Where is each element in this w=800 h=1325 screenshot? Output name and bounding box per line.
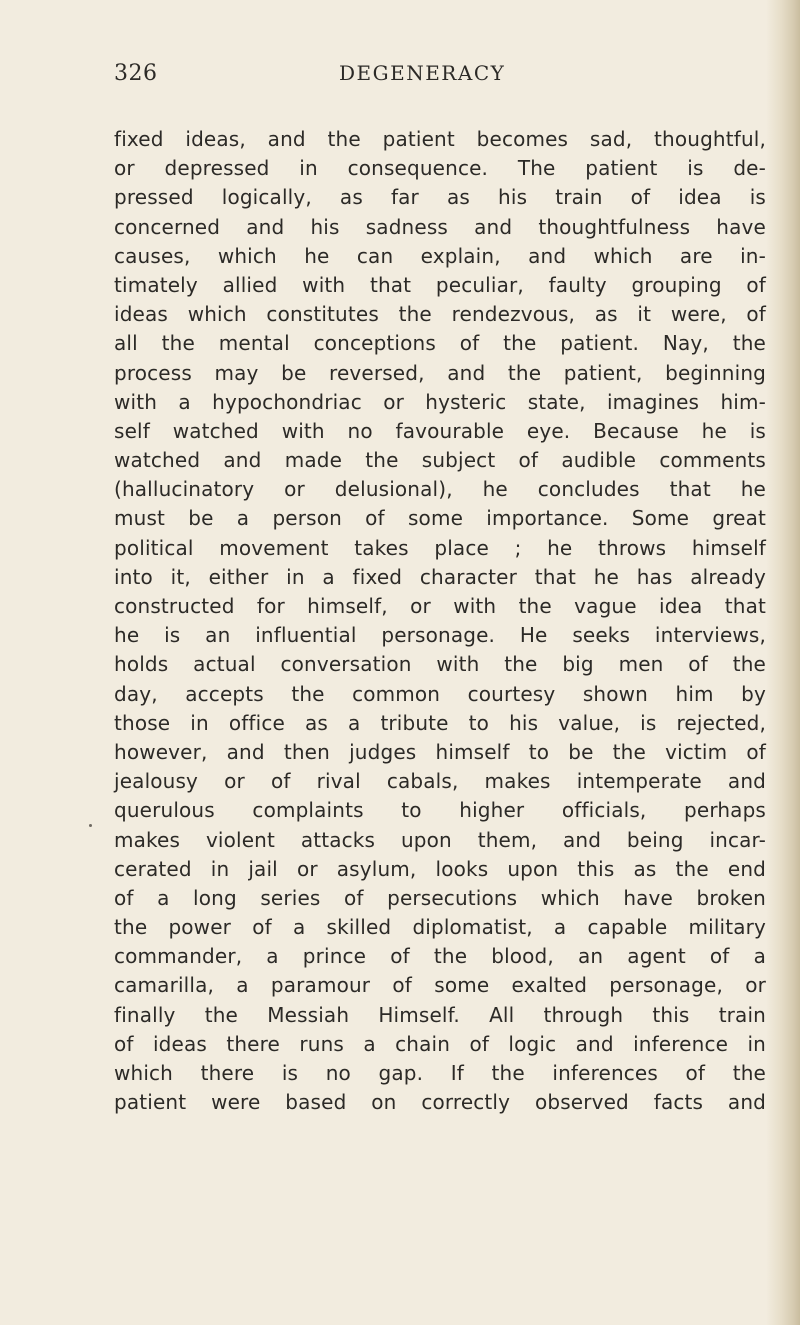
text-line: commander, a prince of the blood, an agent of a (114, 944, 766, 969)
text-line: of a long series of persecutions which have broken (114, 885, 766, 910)
text-line: finally the Messiah Himself. All through this train (114, 1002, 766, 1027)
text-line: which there is no gap. If the inferences of the (114, 1061, 766, 1085)
text-line: camarilla, a paramour of some exalted personage, or (114, 973, 766, 998)
text-line: must be a person of some importance. Some great (114, 506, 766, 531)
text-line: self watched with no favourable eye. Because he is (114, 418, 766, 443)
text-line: watched and made the subject of audible comments (114, 448, 766, 473)
ink-speck (89, 824, 92, 827)
text-line: constructed for himself, or with the vague idea that (114, 594, 766, 618)
body-text (114, 125, 766, 1117)
text-line: process may be reversed, and the patient, beginning (114, 360, 766, 385)
text-line: cerated in jail or asylum, looks upon this as the end (114, 856, 766, 881)
page-header (114, 61, 764, 91)
text-line: jealousy or of rival cabals, makes intemperate and (114, 769, 766, 794)
text-line: concerned and his sadness and thoughtfulness have (114, 214, 766, 239)
text-line: he is an influential personage. He seeks interviews, (114, 623, 766, 648)
text-line: those in office as a tribute to his value, is rejected, (114, 710, 766, 735)
text-line: of ideas there runs a chain of logic and inference in (114, 1031, 766, 1056)
text-line: into it, either in a fixed character that he has already (114, 564, 766, 589)
text-line: day, accepts the common courtesy shown him by (114, 681, 766, 706)
text-line: or depressed in consequence. The patient is de- (114, 156, 766, 181)
text-line: the power of a skilled diplomatist, a capable military (114, 915, 766, 940)
text-line: however, and then judges himself to be the victim of (114, 739, 766, 764)
text-line: patient were based on correctly observed facts and (114, 1090, 766, 1115)
text-line: causes, which he can explain, and which are in- (114, 243, 766, 268)
text-line: ideas which constitutes the rendezvous, as it were, of (114, 302, 766, 327)
text-line: with a hypochondriac or hysteric state, imagines him- (114, 389, 766, 414)
text-line: makes violent attacks upon them, and being incar- (114, 827, 766, 852)
text-line: holds actual conversation with the big men of the (114, 652, 766, 677)
text-line: all the mental conceptions of the patient. Nay, the (114, 331, 766, 356)
text-line: pressed logically, as far as his train of idea is (114, 185, 766, 210)
running-head: DEGENERACY (339, 61, 506, 85)
text-line: political movement takes place ; he throws himself (114, 535, 766, 560)
text-line: timately allied with that peculiar, faulty grouping of (114, 272, 766, 297)
page-edge-shadow (766, 0, 800, 1325)
text-line: (hallucinatory or delusional), he concludes that he (114, 477, 766, 502)
text-line: querulous complaints to higher officials, perhaps (114, 798, 766, 823)
page-number: 326 (114, 61, 158, 86)
text-line: fixed ideas, and the patient becomes sad, thoughtful, (114, 127, 766, 151)
